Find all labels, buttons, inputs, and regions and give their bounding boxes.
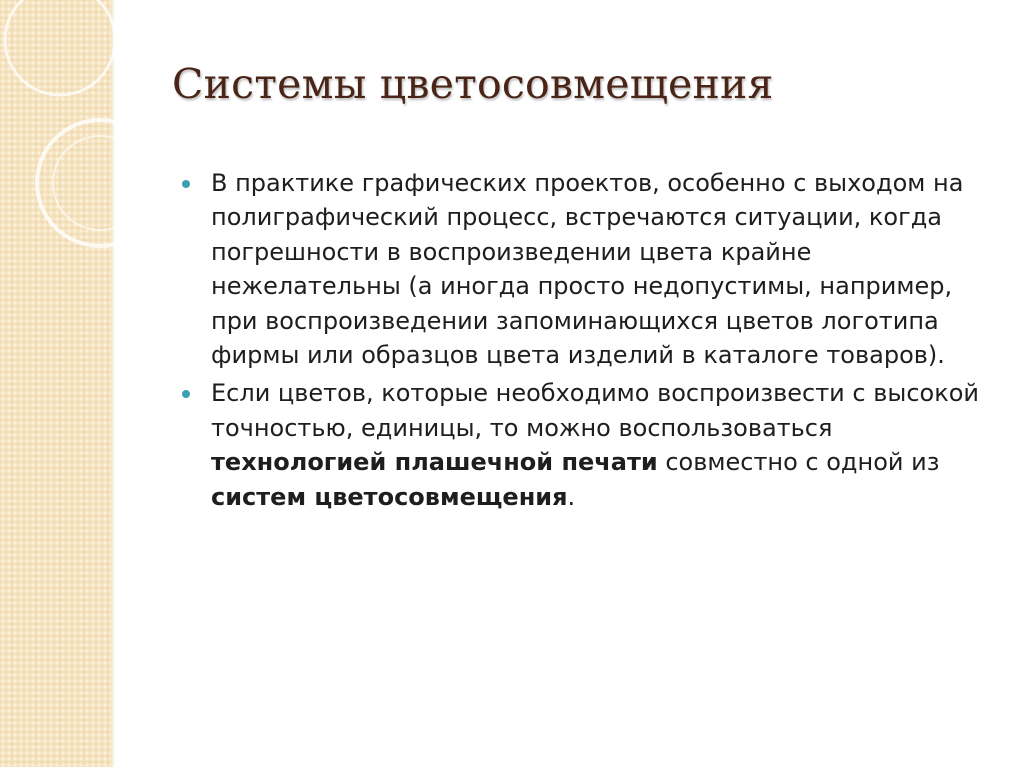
bullet-2-text-part-1: Если цветов, которые необходимо воспроизвести с высокой точностью, единицы, то можно воспользоваться [211,379,979,442]
bullet-dot-icon [182,180,190,188]
bullet-2-text-part-3: . [567,482,576,511]
bullet-dot-icon [182,390,190,398]
decorative-rings [0,0,140,260]
slide-body [182,166,997,518]
slide-title: Системы цветосовмещения [172,60,774,108]
bullet-1-text: В практике графических проектов, особенно с выходом на полиграфический процесс, встречаются ситуации, когда погрешности в воспроизведении цвета крайне нежелательны (а иногда просто недопустимы, например, при воспроизведении запоминающихся цветов логотипа фирмы или образцов цвета изделий в каталоге товаров). [211,169,964,370]
bullet-2-text-part-2: совместно с одной из [657,448,940,477]
bullet-item-1 [182,166,997,372]
bullet-item-2 [182,376,997,514]
bullet-2-bold-color-systems: систем цветосовмещения [211,482,568,511]
bullet-2-bold-spot-printing: технологией плашечной печати [211,448,658,477]
